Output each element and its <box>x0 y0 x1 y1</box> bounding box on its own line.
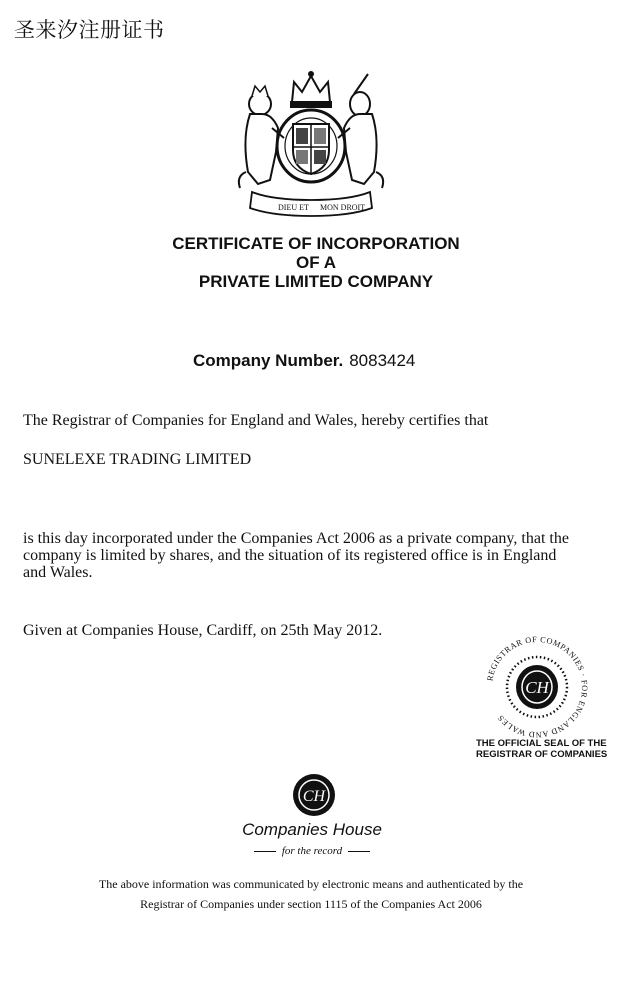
lion-supporter-icon <box>239 86 284 188</box>
seal-monogram: CH <box>525 678 549 697</box>
tagline-rule-right <box>348 851 370 852</box>
companies-house-tagline-row <box>0 845 624 857</box>
seal-caption-line-1: THE OFFICIAL SEAL OF THE <box>476 738 607 749</box>
companies-house-name: Companies House <box>242 820 382 839</box>
incorporation-statement <box>23 530 618 581</box>
footer-line-2: Registrar of Companies under section 1115 of the Companies Act 2006 <box>140 897 482 911</box>
motto-right: MON DROIT <box>320 203 366 212</box>
motto-scroll <box>250 192 372 216</box>
overlay-title: 圣来汐注册证书 <box>14 18 165 42</box>
seal-caption-line-2: REGISTRAR OF COMPANIES <box>476 749 608 760</box>
company-number <box>193 351 415 371</box>
footer-line-1: The above information was communicated by electronic means and authenticated by the <box>98 877 524 891</box>
unicorn-supporter-icon <box>338 74 383 188</box>
body-line-2: company is limited by shares, and the situation of its registered office is in England <box>23 547 557 564</box>
shield <box>293 124 329 174</box>
registrar-statement: The Registrar of Companies for England and Wales, hereby certifies that <box>23 412 489 429</box>
heading-line-3: PRIVATE LIMITED COMPANY <box>198 272 434 291</box>
body-line-1: is this day incorporated under the Companies Act 2006 as a private company, that the <box>23 530 569 547</box>
company-number-label: Company Number. <box>193 351 344 370</box>
certificate-heading <box>0 234 640 291</box>
companies-house-logo-icon <box>284 772 344 818</box>
given-at-statement: Given at Companies House, Cardiff, on 25th May 2012. <box>23 622 383 639</box>
authentication-footer <box>0 874 622 914</box>
body-line-3: and Wales. <box>23 564 93 581</box>
crown-icon <box>290 71 332 108</box>
company-name: SUNELEXE TRADING LIMITED <box>23 451 252 468</box>
heading-line-1: CERTIFICATE OF INCORPORATION <box>172 234 460 253</box>
seal-caption <box>476 738 607 760</box>
company-number-value: 8083424 <box>349 351 416 370</box>
tagline-rule-left <box>254 851 276 852</box>
seal-ring-text: REGISTRAR OF COMPANIES · FOR ENGLAND AND WALES <box>485 636 590 738</box>
heading-line-2: OF A <box>296 253 336 272</box>
royal-coat-of-arms <box>232 68 390 218</box>
ch-monogram: CH <box>302 788 326 805</box>
registrar-seal <box>480 636 594 738</box>
companies-house-tagline: for the record <box>281 845 343 857</box>
motto-left: DIEU ET <box>278 203 309 212</box>
